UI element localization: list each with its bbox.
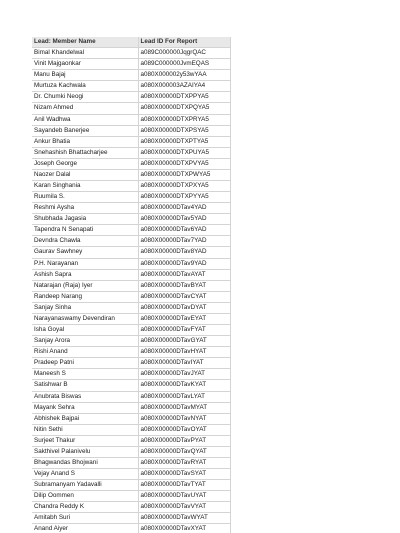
lead-id-cell: a080X00000DTavPYAT — [138, 435, 230, 446]
lead-id-cell: a080X00000DTavTYAT — [138, 480, 230, 491]
member-name-cell: Pradeep Patni — [32, 358, 138, 369]
table-row — [32, 380, 230, 391]
member-name-cell: Gaurav Sawhney — [32, 247, 138, 258]
lead-id-cell: a080X00000DTav7YAD — [138, 236, 230, 247]
member-name-cell: Isha Goyal — [32, 325, 138, 336]
lead-id-cell: a080X00000DTXPRYA5 — [138, 114, 230, 125]
lead-id-cell: a080X00000DTXPUYA5 — [138, 147, 230, 158]
header-row — [32, 37, 230, 48]
lead-id-cell: a080X00000DTXPQYA5 — [138, 103, 230, 114]
table-row — [32, 291, 230, 302]
table-row — [32, 147, 230, 158]
lead-id-cell: a080X00000DTav8YAD — [138, 247, 230, 258]
table-row — [32, 369, 230, 380]
table-row — [32, 247, 230, 258]
lead-id-cell: a080X00000DTavQYAT — [138, 446, 230, 457]
member-name-cell: Snehashish Bhattacharjee — [32, 147, 138, 158]
member-name-cell: Manu Bajaj — [32, 70, 138, 81]
member-name-cell: Abhishek Bajpai — [32, 413, 138, 424]
member-name-cell: Vinit Majgaonkar — [32, 59, 138, 70]
member-name-cell: Narayanaswamy Devendiran — [32, 313, 138, 324]
lead-id-cell: a080X00000DTXPVYA5 — [138, 158, 230, 169]
lead-id-cell: a080X00000DTav4YAD — [138, 203, 230, 214]
table-body — [32, 48, 230, 533]
lead-id-cell: a080X00000DTavSYAT — [138, 469, 230, 480]
member-name-cell: Vejay Anand S — [32, 469, 138, 480]
member-name-cell: Ashish Sapra — [32, 269, 138, 280]
lead-id-cell: a080X00000DTavAYAT — [138, 269, 230, 280]
lead-id-cell: a080X00000DTavJYAT — [138, 369, 230, 380]
lead-id-cell: a080X00000DTavMYAT — [138, 402, 230, 413]
table-row — [32, 457, 230, 468]
table-row — [32, 358, 230, 369]
table-row — [32, 502, 230, 513]
column-header-member-name: Lead: Member Name — [32, 37, 138, 48]
table-row — [32, 524, 230, 533]
member-name-cell: Nitin Sethi — [32, 424, 138, 435]
lead-id-cell: a080X00000DTav6YAD — [138, 225, 230, 236]
table-row — [32, 280, 230, 291]
table-row — [32, 158, 230, 169]
table-row — [32, 325, 230, 336]
table-row — [32, 70, 230, 81]
lead-id-cell: a080X00000DTavWYAT — [138, 513, 230, 524]
lead-id-cell: a080X000003AZAIYA4 — [138, 81, 230, 92]
table-row — [32, 203, 230, 214]
member-name-cell: Bhagwandas Bhojwani — [32, 457, 138, 468]
table-row — [32, 424, 230, 435]
table-row — [32, 435, 230, 446]
lead-id-cell: a080X00000DTavFYAT — [138, 325, 230, 336]
lead-id-cell: a080X00000DTavUYAT — [138, 491, 230, 502]
lead-table — [32, 37, 231, 533]
table-row — [32, 214, 230, 225]
table-row — [32, 302, 230, 313]
table-row — [32, 413, 230, 424]
member-name-cell: Satishwar B — [32, 380, 138, 391]
lead-id-cell: a080X00000DTXPSYA5 — [138, 125, 230, 136]
lead-id-cell: a080X00000DTav9YAD — [138, 258, 230, 269]
table-row — [32, 491, 230, 502]
table-row — [32, 169, 230, 180]
lead-id-cell: a080X00000DTavBYAT — [138, 280, 230, 291]
lead-id-cell: a080X00000DTXPYYA5 — [138, 192, 230, 203]
lead-id-cell: a089C000000JvmEQAS — [138, 59, 230, 70]
lead-id-cell: a080X00000DTavGYAT — [138, 336, 230, 347]
lead-id-cell: a080X00000DTavNYAT — [138, 413, 230, 424]
member-name-cell: Rishi Anand — [32, 347, 138, 358]
lead-id-cell: a080X00000DTavVYAT — [138, 502, 230, 513]
member-name-cell: Devndra Chawla — [32, 236, 138, 247]
member-name-cell: Anand Aiyer — [32, 524, 138, 533]
member-name-cell: Sayandeb Banerjee — [32, 125, 138, 136]
table-row — [32, 469, 230, 480]
member-name-cell: Ankur Bhatia — [32, 136, 138, 147]
table-row — [32, 480, 230, 491]
lead-id-cell: a089C000000JqgrQAC — [138, 48, 230, 59]
lead-id-cell: a080X00000DTavDYAT — [138, 302, 230, 313]
member-name-cell: Naozer Dalal — [32, 169, 138, 180]
table-row — [32, 81, 230, 92]
lead-id-cell: a080X00000DTXPWYA5 — [138, 169, 230, 180]
member-name-cell: P.H. Narayanan — [32, 258, 138, 269]
member-name-cell: Dr. Chumki Neogi — [32, 92, 138, 103]
lead-id-cell: a080X000002y53wYAA — [138, 70, 230, 81]
lead-id-cell: a080X00000DTav5YAD — [138, 214, 230, 225]
lead-id-cell: a080X00000DTXPPYA5 — [138, 92, 230, 103]
table-row — [32, 48, 230, 59]
lead-id-cell: a080X00000DTavHYAT — [138, 347, 230, 358]
table-row — [32, 114, 230, 125]
member-name-cell: Surjeet Thakur — [32, 435, 138, 446]
table-row — [32, 513, 230, 524]
table-row — [32, 225, 230, 236]
member-name-cell: Randeep Narang — [32, 291, 138, 302]
lead-id-cell: a080X00000DTXPTYA5 — [138, 136, 230, 147]
member-name-cell: Dilip Oommen — [32, 491, 138, 502]
table-row — [32, 236, 230, 247]
member-name-cell: Sanjay Arora — [32, 336, 138, 347]
member-name-cell: Natarajan (Raja) Iyer — [32, 280, 138, 291]
member-name-cell: Shubhada Jagasia — [32, 214, 138, 225]
table-row — [32, 391, 230, 402]
lead-id-cell: a080X00000DTavOYAT — [138, 424, 230, 435]
member-name-cell: Sanjay Sinha — [32, 302, 138, 313]
member-name-cell: Nizam Ahmed — [32, 103, 138, 114]
table-row — [32, 446, 230, 457]
member-name-cell: Chandra Reddy K — [32, 502, 138, 513]
table-row — [32, 125, 230, 136]
member-name-cell: Subramanyam Yadavalli — [32, 480, 138, 491]
lead-id-cell: a080X00000DTXPXYA5 — [138, 181, 230, 192]
lead-id-cell: a080X00000DTavEYAT — [138, 313, 230, 324]
table-row — [32, 258, 230, 269]
table-row — [32, 402, 230, 413]
member-name-cell: Ruumila S. — [32, 192, 138, 203]
lead-id-cell: a080X00000DTavRYAT — [138, 457, 230, 468]
table-row — [32, 336, 230, 347]
column-header-lead-id: Lead ID For Report — [138, 37, 230, 48]
member-name-cell: Anil Wadhwa — [32, 114, 138, 125]
table-row — [32, 92, 230, 103]
member-name-cell: Anubrata Biswas — [32, 391, 138, 402]
member-name-cell: Maneesh S — [32, 369, 138, 380]
member-name-cell: Joseph George — [32, 158, 138, 169]
table-row — [32, 59, 230, 70]
member-name-cell: Bimal Khandelwal — [32, 48, 138, 59]
table-row — [32, 347, 230, 358]
member-name-cell: Sakthivel Palanivelu — [32, 446, 138, 457]
member-name-cell: Amitabh Suri — [32, 513, 138, 524]
lead-id-cell: a080X00000DTavLYAT — [138, 391, 230, 402]
table-row — [32, 269, 230, 280]
table-row — [32, 136, 230, 147]
member-name-cell: Murtuza Kachwala — [32, 81, 138, 92]
table-row — [32, 313, 230, 324]
member-name-cell: Reshmi Aysha — [32, 203, 138, 214]
member-name-cell: Mayank Sehra — [32, 402, 138, 413]
table-row — [32, 192, 230, 203]
table-row — [32, 181, 230, 192]
member-name-cell: Karan Singhania — [32, 181, 138, 192]
table-row — [32, 103, 230, 114]
member-name-cell: Tapendra N Senapati — [32, 225, 138, 236]
lead-id-cell: a080X00000DTavXYAT — [138, 524, 230, 533]
lead-id-cell: a080X00000DTavKYAT — [138, 380, 230, 391]
lead-id-cell: a080X00000DTavIYAT — [138, 358, 230, 369]
lead-id-cell: a080X00000DTavCYAT — [138, 291, 230, 302]
